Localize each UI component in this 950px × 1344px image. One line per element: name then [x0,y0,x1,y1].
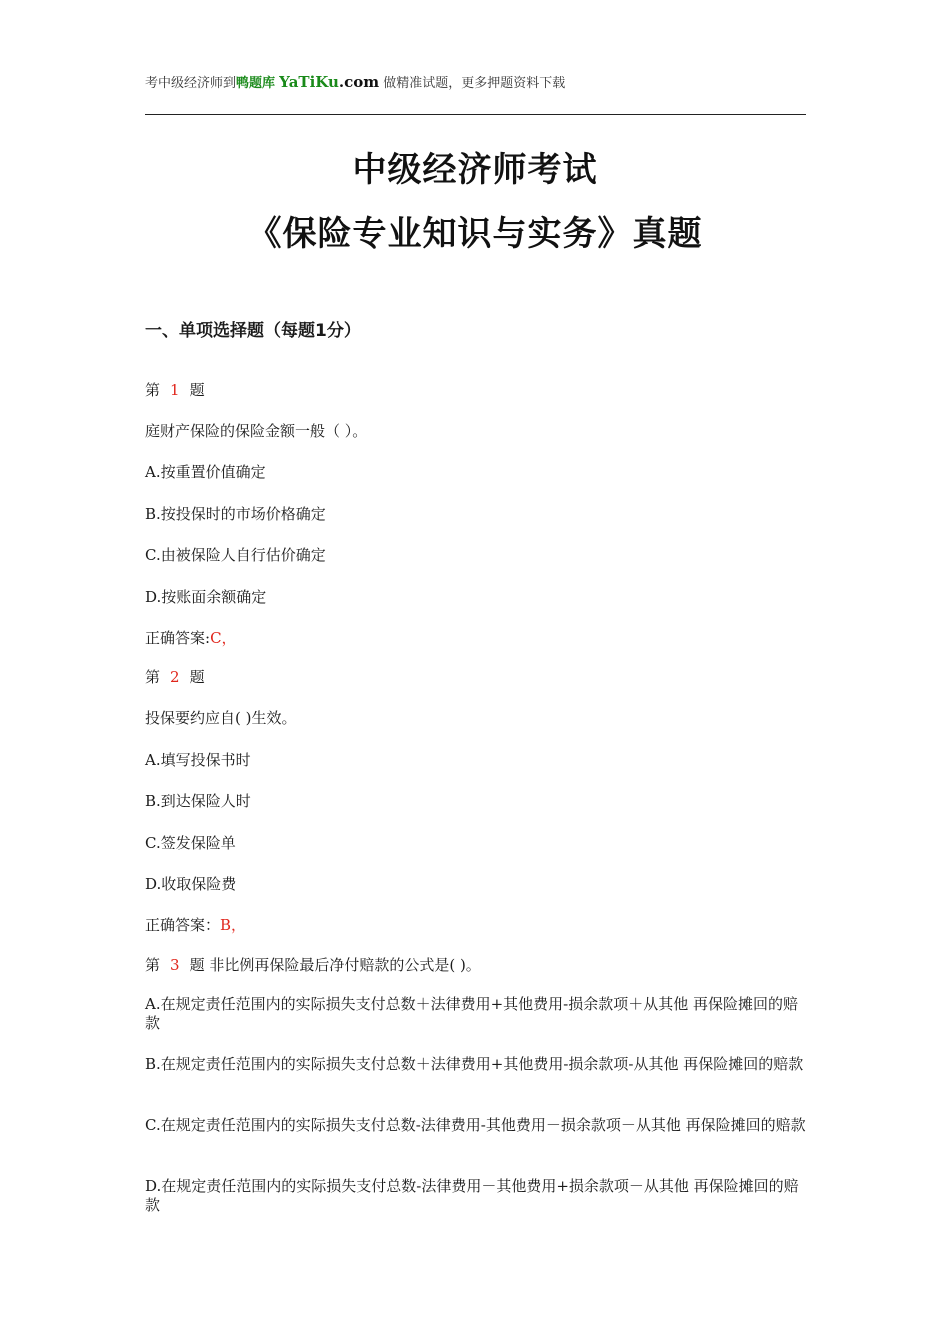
question-2-answer [145,914,246,935]
question-prefix: 第 [145,956,161,974]
page-header [145,72,565,91]
question-number: 3 [170,956,180,974]
question-prefix: 第 [145,381,161,399]
page-title-line1: 中级经济师考试 [352,150,598,190]
section-heading: 一、单项选择题（每题1分） [145,321,361,341]
question-2-option-a: A.填写投保书时 [145,751,251,769]
question-2-header [145,666,205,687]
question-2-option-c: C.签发保险单 [145,834,236,852]
question-1-option-c: C.由被保险人自行估价确定 [145,546,326,564]
answer-value: C， [210,629,237,647]
question-3-option-c: C.在规定责任范围内的实际损失支付总数-法律费用-其他费用－损余款项－从其他 再保险摊回的赔款 [145,1116,806,1134]
question-suffix: 题 [189,668,205,686]
question-1-header [145,379,205,400]
question-number: 2 [170,668,180,686]
question-2-stem: 投保要约应自( )生效。 [145,709,297,727]
question-suffix: 题 非比例再保险最后净付赔款的公式是( )。 [189,956,481,974]
answer-value: B， [220,916,247,934]
question-1-stem: 庭财产保险的保险金额一般（ ）。 [145,422,368,440]
question-3-option-d: D.在规定责任范围内的实际损失支付总数-法律费用－其他费用+损余款项－从其他 再保险摊回的赔款 [145,1177,799,1214]
answer-label: 正确答案： [145,916,221,934]
question-3-header [145,954,481,975]
question-1-option-a: A.按重置价值确定 [145,463,266,481]
question-3-option-a: A.在规定责任范围内的实际损失支付总数＋法律费用+其他费用-损余款项＋从其他 再保险摊回的赔款 [145,995,799,1032]
question-2-option-b: B.到达保险人时 [145,792,251,810]
header-divider [145,114,806,115]
brand-domain: .com [338,73,380,91]
answer-label: 正确答案: [145,629,211,647]
question-1-answer [145,627,237,648]
question-prefix: 第 [145,668,161,686]
page-title-line2: 《保险专业知识与实务》真题 [247,214,703,254]
question-suffix: 题 [189,381,205,399]
brand-name-en: YaTiKu [279,73,339,91]
question-3-option-b: B.在规定责任范围内的实际损失支付总数＋法律费用+其他费用-损余款项-从其他 再保险摊回的赔款 [145,1055,804,1073]
brand-name-cn: 鸭题库 [236,76,276,91]
question-1-option-b: B.按投保时的市场价格确定 [145,505,326,523]
question-2-option-d: D.收取保险费 [145,875,237,893]
question-1-option-d: D.按账面余额确定 [145,588,267,606]
header-suffix: 做精准试题，更多押题资料下载 [383,76,566,91]
header-prefix: 考中级经济师到 [145,76,237,91]
question-number: 1 [170,381,180,399]
